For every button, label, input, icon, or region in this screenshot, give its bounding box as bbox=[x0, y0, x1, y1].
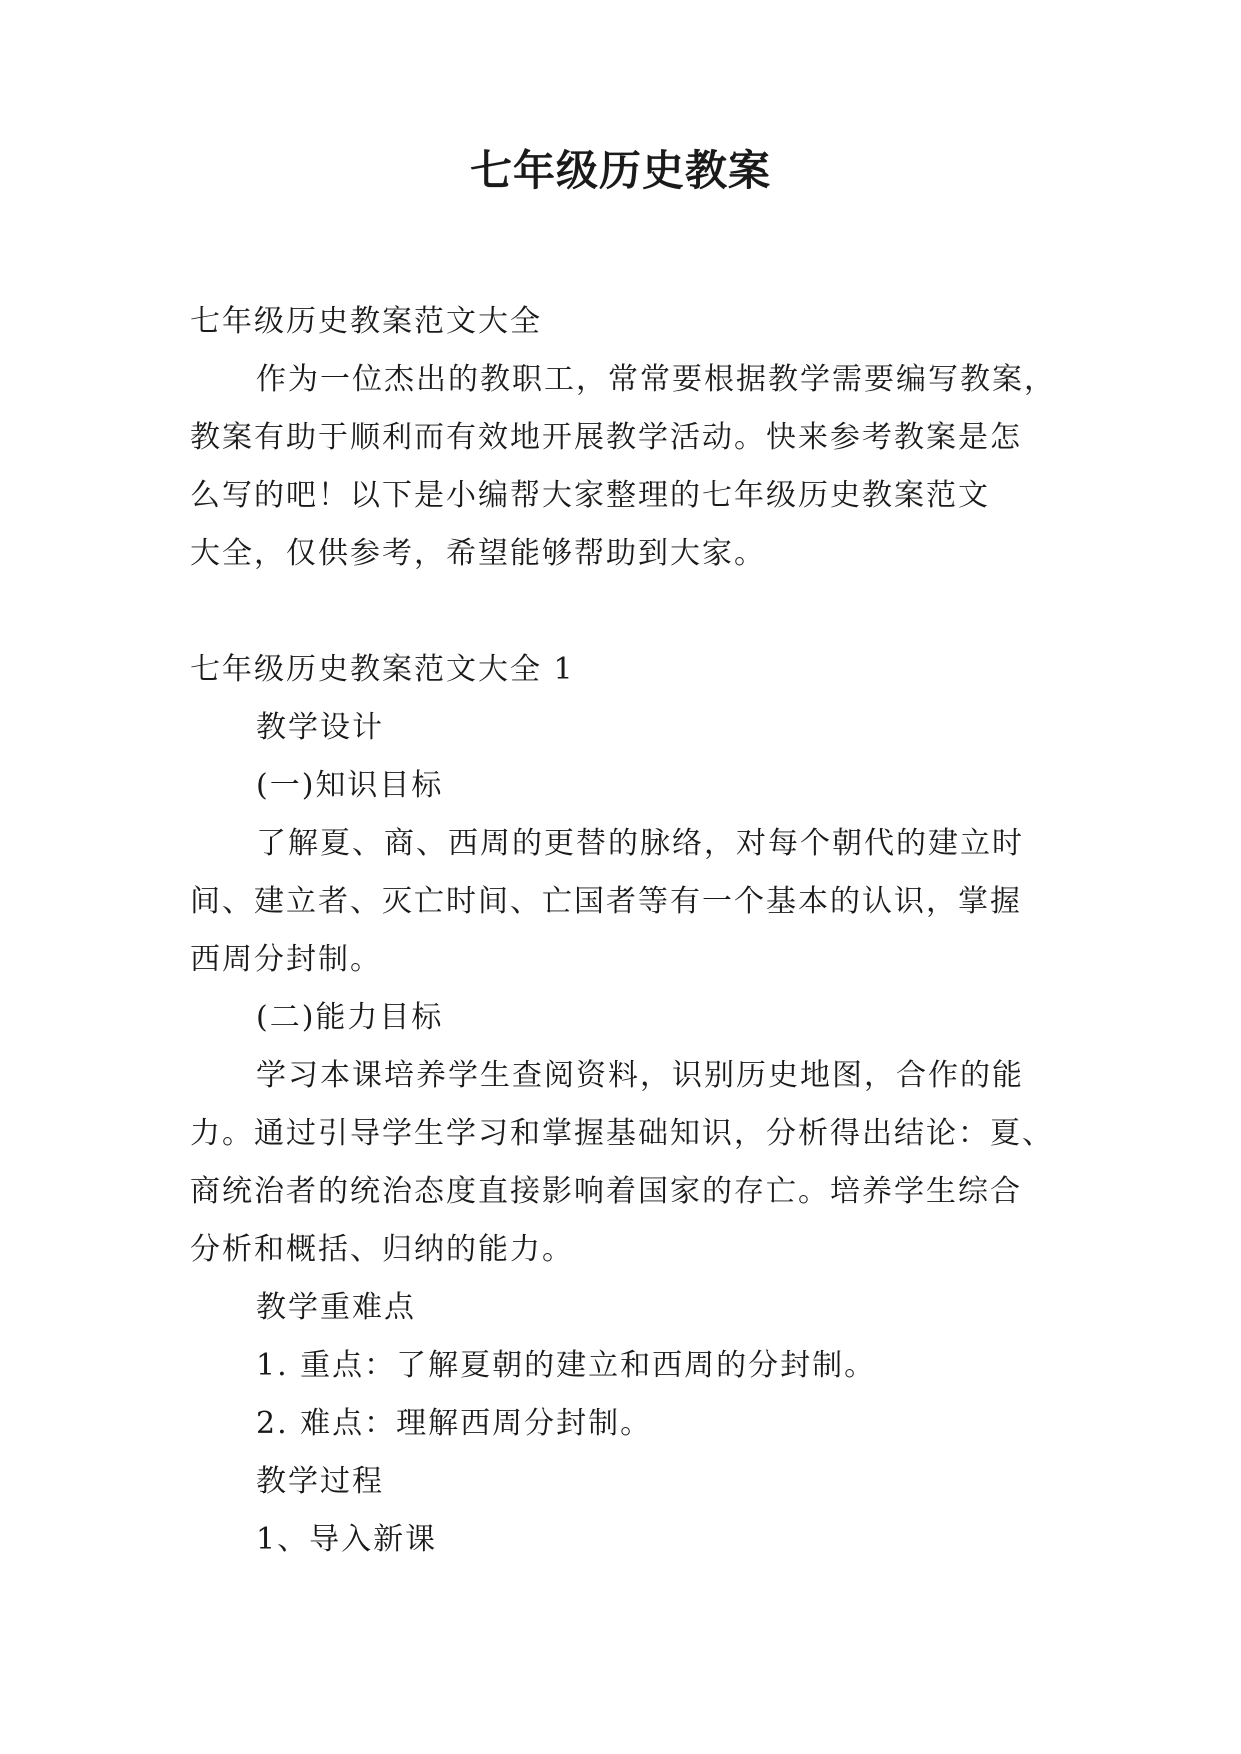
subheading: 教学设计 bbox=[256, 710, 384, 745]
paragraph-line: 了解夏、商、西周的更替的脉络，对每个朝代的建立时 bbox=[256, 826, 1024, 861]
paragraph-line: 商统治者的统治态度直接影响着国家的存亡。培养学生综合 bbox=[190, 1174, 1022, 1209]
paragraph-line: 西周分封制。 bbox=[190, 942, 382, 977]
paragraph-line: 间、建立者、灭亡时间、亡国者等有一个基本的认识，掌握 bbox=[190, 884, 1022, 919]
paragraph-line: 分析和概括、归纳的能力。 bbox=[190, 1232, 574, 1267]
subheading: (一)知识目标 bbox=[256, 768, 444, 803]
paragraph-line: 作为一位杰出的教职工，常常要根据教学需要编写教案， bbox=[256, 362, 1056, 397]
paragraph-line: 大全，仅供参考，希望能够帮助到大家。 bbox=[190, 536, 766, 571]
list-item: 1、导入新课 bbox=[256, 1522, 438, 1557]
blank-line bbox=[190, 583, 1052, 641]
list-item: 2. 难点：理解西周分封制。 bbox=[256, 1406, 653, 1441]
subheading: (二)能力目标 bbox=[256, 1000, 444, 1035]
document-title: 七年级历史教案 bbox=[469, 146, 771, 195]
paragraph-line: 教案有助于顺利而有效地开展教学活动。快来参考教案是怎 bbox=[190, 420, 1022, 455]
document-body bbox=[190, 293, 1056, 1569]
subheading: 教学过程 bbox=[256, 1464, 384, 1499]
paragraph-line: 力。通过引导学生学习和掌握基础知识，分析得出结论：夏、 bbox=[190, 1116, 1054, 1151]
section-heading: 七年级历史教案范文大全 bbox=[190, 304, 542, 339]
list-item: 1. 重点：了解夏朝的建立和西周的分封制。 bbox=[256, 1348, 877, 1383]
subheading: 教学重难点 bbox=[256, 1290, 416, 1325]
section-heading: 七年级历史教案范文大全 1 bbox=[190, 652, 575, 687]
paragraph-line: 学习本课培养学生查阅资料，识别历史地图，合作的能 bbox=[256, 1058, 1024, 1093]
paragraph-line: 么写的吧！以下是小编帮大家整理的七年级历史教案范文 bbox=[190, 478, 990, 513]
